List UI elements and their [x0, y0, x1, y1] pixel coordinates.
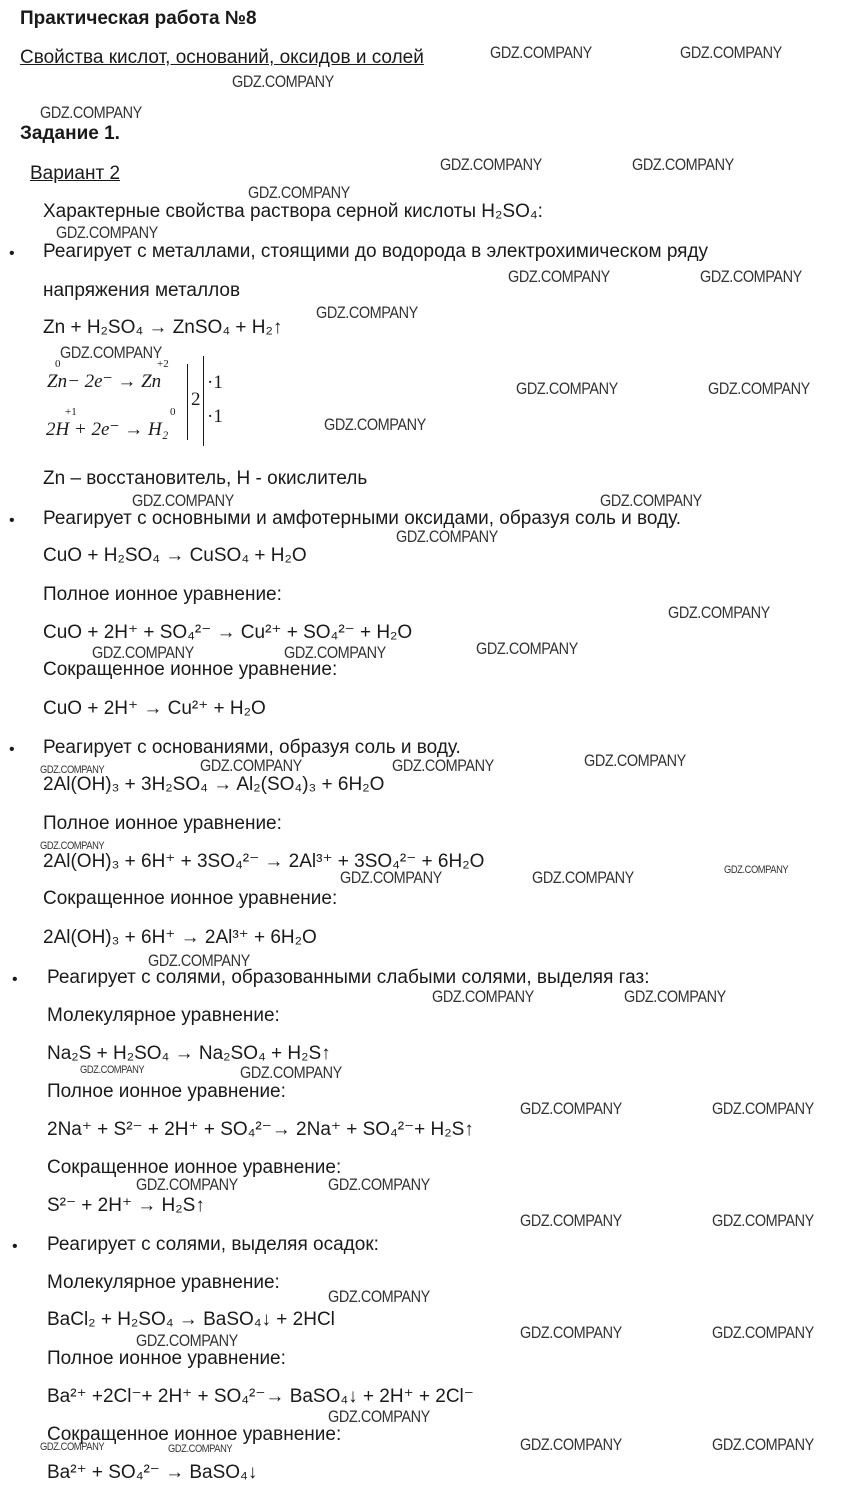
- p3-equation: 2Al(OH)₃ + 3H₂SO₄ → Al₂(SO₄)₃ + 6H₂O: [43, 774, 385, 795]
- p3-line1: Реагирует с основаниями, образуя соль и воду.: [43, 737, 461, 758]
- watermark: GDZ.COMPANY: [520, 1099, 622, 1118]
- half-reaction-2: 2H + 2e⁻ → H₂: [46, 419, 169, 440]
- p3-full-equation: 2Al(OH)₃ + 6H⁺ + 3SO₄²⁻ → 2Al³⁺ + 3SO₄²⁻ + 6H₂O: [43, 851, 485, 872]
- watermark: GDZ.COMPANY: [584, 751, 686, 770]
- watermark: GDZ.COMPANY: [136, 1175, 238, 1194]
- watermark: GDZ.COMPANY: [624, 987, 726, 1006]
- watermark: GDZ.COMPANY: [724, 864, 789, 876]
- watermark: GDZ.COMPANY: [136, 1331, 238, 1350]
- watermark: GDZ.COMPANY: [248, 183, 350, 202]
- watermark: GDZ.COMPANY: [516, 379, 618, 398]
- electron-balance: [40, 356, 230, 446]
- ox-state-h-plus1: +1: [65, 406, 77, 418]
- watermark: GDZ.COMPANY: [40, 764, 105, 776]
- page-title: Практическая работа №8: [20, 8, 257, 29]
- watermark: GDZ.COMPANY: [508, 267, 610, 286]
- variant-heading: Вариант 2: [30, 163, 121, 184]
- watermark: GDZ.COMPANY: [92, 643, 194, 662]
- p4-equation: Na₂S + H₂SO₄ → Na₂SO₄ + H₂S↑: [47, 1043, 331, 1064]
- p5-line1: Реагирует с солями, выделяя осадок:: [47, 1234, 379, 1255]
- bullet-5: •: [12, 1238, 18, 1255]
- balance-common-multiple: 2: [191, 389, 201, 410]
- watermark: GDZ.COMPANY: [132, 491, 234, 510]
- p5-full-label: Полное ионное уравнение:: [47, 1348, 286, 1369]
- watermark: GDZ.COMPANY: [396, 527, 498, 546]
- ox-state-zn-plus2: +2: [157, 358, 169, 370]
- watermark: GDZ.COMPANY: [476, 639, 578, 658]
- watermark: GDZ.COMPANY: [632, 155, 734, 174]
- p4-full-equation: 2Na⁺ + S²⁻ + 2H⁺ + SO₄²⁻→ 2Na⁺ + SO₄²⁻+ H₂S↑: [47, 1119, 474, 1140]
- watermark: GDZ.COMPANY: [40, 103, 142, 122]
- p5-mol-label: Молекулярное уравнение:: [47, 1272, 280, 1293]
- watermark: GDZ.COMPANY: [700, 267, 802, 286]
- watermark: GDZ.COMPANY: [148, 951, 250, 970]
- p3-short-label: Сокращенное ионное уравнение:: [43, 888, 338, 909]
- p1-line2: напряжения металлов: [43, 280, 241, 301]
- p4-short-equation: S²⁻ + 2H⁺ → H₂S↑: [47, 1195, 205, 1216]
- watermark: GDZ.COMPANY: [712, 1099, 814, 1118]
- watermark: GDZ.COMPANY: [520, 1435, 622, 1454]
- p5-short-equation: Ba²⁺ + SO₄²⁻ → BaSO₄↓: [47, 1462, 258, 1483]
- watermark: GDZ.COMPANY: [40, 840, 105, 852]
- watermark: GDZ.COMPANY: [490, 43, 592, 62]
- watermark: GDZ.COMPANY: [668, 603, 770, 622]
- p2-full-label: Полное ионное уравнение:: [43, 584, 282, 605]
- watermark: GDZ.COMPANY: [80, 1064, 145, 1076]
- balance-coef-2: ·1: [207, 406, 223, 427]
- p2-equation: CuO + H₂SO₄ → CuSO₄ + H₂O: [43, 545, 307, 566]
- watermark: GDZ.COMPANY: [712, 1211, 814, 1230]
- p3-short-equation: 2Al(OH)₃ + 6H⁺ → 2Al³⁺ + 6H₂O: [43, 927, 317, 948]
- balance-divider-2: [203, 356, 204, 446]
- watermark: GDZ.COMPANY: [712, 1435, 814, 1454]
- bullet-2: •: [9, 512, 15, 529]
- watermark: GDZ.COMPANY: [440, 155, 542, 174]
- p3-full-label: Полное ионное уравнение:: [43, 813, 282, 834]
- p1-equation: Zn + H₂SO₄ → ZnSO₄ + H₂↑: [43, 317, 283, 338]
- watermark: GDZ.COMPANY: [600, 491, 702, 510]
- watermark: GDZ.COMPANY: [328, 1287, 430, 1306]
- half-reaction-1: Zn− 2e⁻ → Zn: [47, 371, 162, 392]
- p4-mol-label: Молекулярное уравнение:: [47, 1005, 280, 1026]
- ox-state-h-0: 0: [170, 406, 176, 418]
- watermark: GDZ.COMPANY: [328, 1407, 430, 1426]
- p1-conclusion: Zn – восстановитель, Н - окислитель: [43, 468, 368, 489]
- p2-short-equation: CuO + 2H⁺ → Cu²⁺ + H₂O: [43, 698, 266, 719]
- bullet-4: •: [12, 971, 18, 988]
- p2-short-label: Сокращенное ионное уравнение:: [43, 659, 338, 680]
- watermark: GDZ.COMPANY: [168, 1443, 233, 1455]
- watermark: GDZ.COMPANY: [392, 756, 494, 775]
- watermark: GDZ.COMPANY: [532, 868, 634, 887]
- page-subtitle: Свойства кислот, оснований, оксидов и солей: [20, 47, 424, 68]
- watermark: GDZ.COMPANY: [432, 987, 534, 1006]
- watermark: GDZ.COMPANY: [520, 1323, 622, 1342]
- watermark: GDZ.COMPANY: [712, 1323, 814, 1342]
- watermark: GDZ.COMPANY: [324, 415, 426, 434]
- balance-coef-1: ·1: [207, 372, 223, 393]
- p2-line1: Реагирует с основными и амфотерными оксидами, образуя соль и воду.: [43, 508, 682, 529]
- watermark: GDZ.COMPANY: [200, 756, 302, 775]
- watermark: GDZ.COMPANY: [56, 223, 158, 242]
- intro-text: Характерные свойства раствора серной кислоты H₂SO₄:: [43, 201, 543, 222]
- p4-full-label: Полное ионное уравнение:: [47, 1081, 286, 1102]
- p5-short-label: Сокращенное ионное уравнение:: [47, 1424, 342, 1445]
- p2-full-equation: CuO + 2H⁺ + SO₄²⁻ → Cu²⁺ + SO₄²⁻ + H₂O: [43, 622, 413, 643]
- p1-line1: Реагирует с металлами, стоящими до водорода в электрохимическом ряду: [43, 241, 709, 262]
- watermark: GDZ.COMPANY: [328, 1175, 430, 1194]
- watermark: GDZ.COMPANY: [708, 379, 810, 398]
- watermark: GDZ.COMPANY: [60, 343, 162, 362]
- p5-equation: BaCl₂ + H₂SO₄ → BaSO₄↓ + 2HCl: [47, 1309, 335, 1330]
- watermark: GDZ.COMPANY: [240, 1063, 342, 1082]
- watermark: GDZ.COMPANY: [340, 868, 442, 887]
- bullet-1: •: [9, 245, 15, 262]
- watermark: GDZ.COMPANY: [232, 72, 334, 91]
- bullet-3: •: [9, 741, 15, 758]
- balance-divider-1: [187, 364, 188, 440]
- p5-full-equation: Ba²⁺ +2Cl⁻+ 2H⁺ + SO₄²⁻→ BaSO₄↓ + 2H⁺ + 2Cl⁻: [47, 1386, 474, 1407]
- p4-short-label: Сокращенное ионное уравнение:: [47, 1157, 342, 1178]
- watermark: GDZ.COMPANY: [316, 303, 418, 322]
- watermark: GDZ.COMPANY: [680, 43, 782, 62]
- watermark: GDZ.COMPANY: [40, 1441, 105, 1453]
- watermark: GDZ.COMPANY: [284, 643, 386, 662]
- ox-state-zn-0: 0: [55, 358, 61, 370]
- task-heading: Задание 1.: [20, 123, 120, 144]
- watermark: GDZ.COMPANY: [520, 1211, 622, 1230]
- p4-line1: Реагирует с солями, образованными слабыми солями, выделяя газ:: [47, 967, 650, 988]
